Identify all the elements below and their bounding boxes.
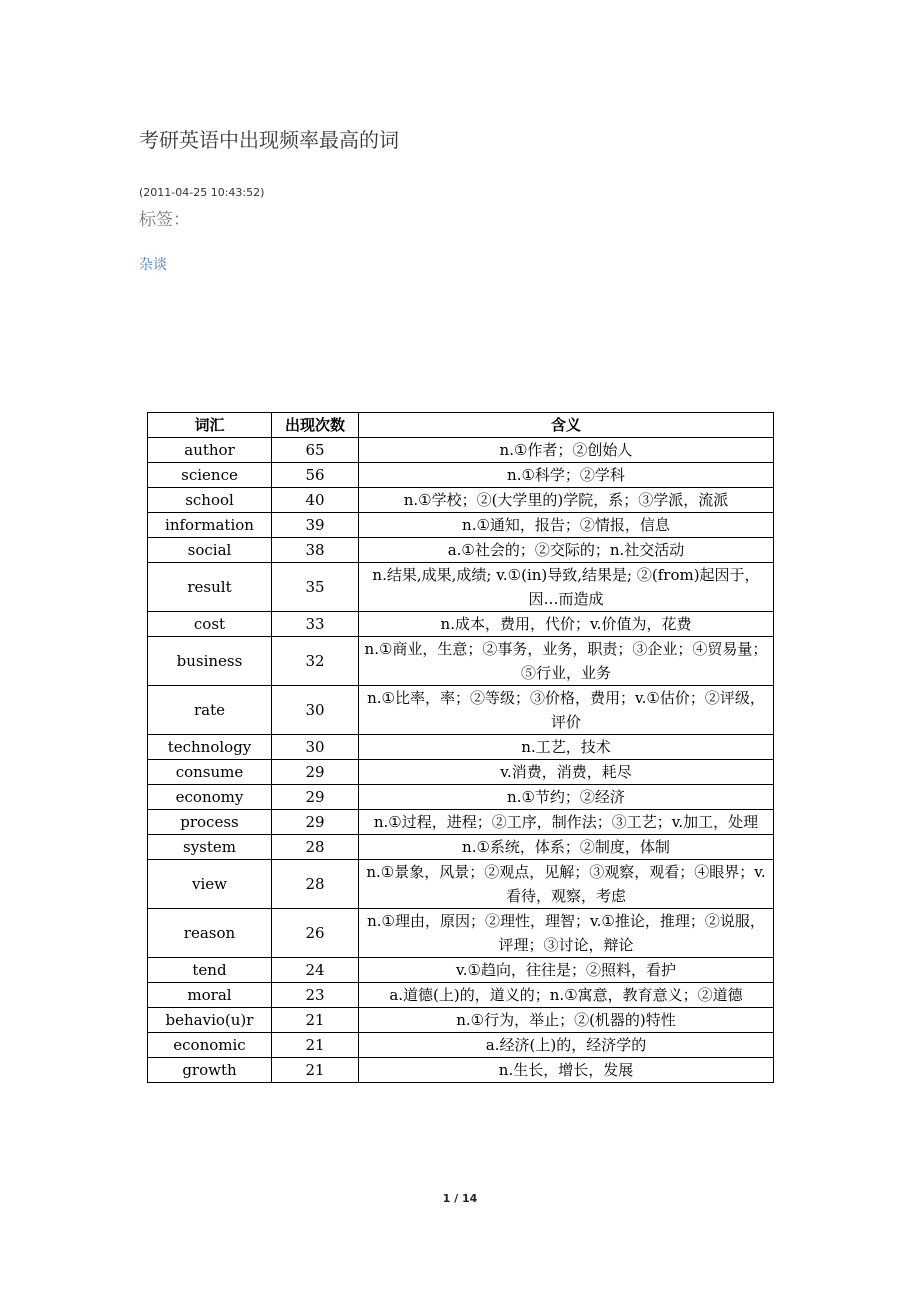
count-cell: 32 bbox=[272, 637, 359, 686]
count-cell: 21 bbox=[272, 1058, 359, 1083]
table-row bbox=[148, 1008, 774, 1033]
word-cell: behavio(u)r bbox=[148, 1008, 272, 1033]
header-count: 出现次数 bbox=[272, 413, 359, 438]
word-cell: economy bbox=[148, 785, 272, 810]
tag-label: 标签： bbox=[139, 210, 190, 230]
table-row bbox=[148, 958, 774, 983]
count-cell: 24 bbox=[272, 958, 359, 983]
table-row bbox=[148, 612, 774, 637]
table-row bbox=[148, 909, 774, 958]
meaning-cell: n.生长，增长，发展 bbox=[359, 1058, 774, 1083]
word-cell: result bbox=[148, 563, 272, 612]
table-body bbox=[148, 438, 774, 1083]
count-cell: 30 bbox=[272, 686, 359, 735]
word-cell: science bbox=[148, 463, 272, 488]
table-row bbox=[148, 860, 774, 909]
count-cell: 28 bbox=[272, 860, 359, 909]
table-row bbox=[148, 538, 774, 563]
word-cell: consume bbox=[148, 760, 272, 785]
count-cell: 38 bbox=[272, 538, 359, 563]
post-timestamp: (2011-04-25 10:43:52) bbox=[139, 186, 265, 199]
table-row bbox=[148, 513, 774, 538]
meaning-cell: n.①作者；②创始人 bbox=[359, 438, 774, 463]
meaning-cell: v.消费，消费，耗尽 bbox=[359, 760, 774, 785]
meaning-cell: n.成本，费用，代价；v.价值为，花费 bbox=[359, 612, 774, 637]
count-cell: 29 bbox=[272, 760, 359, 785]
word-cell: rate bbox=[148, 686, 272, 735]
count-cell: 65 bbox=[272, 438, 359, 463]
count-cell: 29 bbox=[272, 810, 359, 835]
word-cell: business bbox=[148, 637, 272, 686]
meaning-cell: n.①通知，报告；②情报，信息 bbox=[359, 513, 774, 538]
table-row bbox=[148, 686, 774, 735]
meaning-cell: a.①社会的；②交际的；n.社交活动 bbox=[359, 538, 774, 563]
table-row bbox=[148, 488, 774, 513]
meaning-cell: n.①科学；②学科 bbox=[359, 463, 774, 488]
word-cell: economic bbox=[148, 1033, 272, 1058]
meaning-cell: n.①比率，率；②等级；③价格，费用；v.①估价；②评级，评价 bbox=[359, 686, 774, 735]
word-cell: growth bbox=[148, 1058, 272, 1083]
word-cell: moral bbox=[148, 983, 272, 1008]
count-cell: 28 bbox=[272, 835, 359, 860]
meaning-cell: n.①行为，举止；②(机器的)特性 bbox=[359, 1008, 774, 1033]
meaning-cell: n.①景象，风景；②观点，见解；③观察，观看；④眼界；v.看待，观察，考虑 bbox=[359, 860, 774, 909]
meaning-cell: n.①学校；②(大学里的)学院，系；③学派，流派 bbox=[359, 488, 774, 513]
word-cell: information bbox=[148, 513, 272, 538]
table-row bbox=[148, 785, 774, 810]
meaning-cell: n.①节约；②经济 bbox=[359, 785, 774, 810]
meaning-cell: n.①过程，进程；②工序，制作法；③工艺；v.加工，处理 bbox=[359, 810, 774, 835]
meaning-cell: n.工艺，技术 bbox=[359, 735, 774, 760]
word-cell: reason bbox=[148, 909, 272, 958]
tag-link[interactable]: 杂谈 bbox=[139, 257, 167, 273]
meaning-cell: n.①商业，生意；②事务，业务，职责；③企业；④贸易量；⑤行业，业务 bbox=[359, 637, 774, 686]
count-cell: 33 bbox=[272, 612, 359, 637]
word-cell: author bbox=[148, 438, 272, 463]
table-row bbox=[148, 810, 774, 835]
word-cell: process bbox=[148, 810, 272, 835]
meaning-cell: a.道德(上)的，道义的；n.①寓意，教育意义；②道德 bbox=[359, 983, 774, 1008]
count-cell: 29 bbox=[272, 785, 359, 810]
page-title: 考研英语中出现频率最高的词 bbox=[139, 128, 399, 152]
word-cell: school bbox=[148, 488, 272, 513]
table-row bbox=[148, 637, 774, 686]
count-cell: 26 bbox=[272, 909, 359, 958]
word-cell: view bbox=[148, 860, 272, 909]
meaning-cell: n.①理由，原因；②理性，理智；v.①推论，推理；②说服，评理；③讨论，辩论 bbox=[359, 909, 774, 958]
table-row bbox=[148, 563, 774, 612]
page-number: 1 / 14 bbox=[442, 1192, 478, 1205]
table-row bbox=[148, 835, 774, 860]
word-cell: technology bbox=[148, 735, 272, 760]
table-row bbox=[148, 463, 774, 488]
header-word: 词汇 bbox=[148, 413, 272, 438]
table-row bbox=[148, 735, 774, 760]
table-row bbox=[148, 760, 774, 785]
word-cell: social bbox=[148, 538, 272, 563]
count-cell: 23 bbox=[272, 983, 359, 1008]
count-cell: 30 bbox=[272, 735, 359, 760]
meaning-cell: n.①系统，体系；②制度，体制 bbox=[359, 835, 774, 860]
table-row bbox=[148, 983, 774, 1008]
count-cell: 40 bbox=[272, 488, 359, 513]
table-row bbox=[148, 1058, 774, 1083]
table-row bbox=[148, 438, 774, 463]
count-cell: 35 bbox=[272, 563, 359, 612]
count-cell: 21 bbox=[272, 1008, 359, 1033]
vocabulary-table bbox=[147, 412, 774, 1083]
table-row bbox=[148, 1033, 774, 1058]
count-cell: 56 bbox=[272, 463, 359, 488]
header-meaning: 含义 bbox=[359, 413, 774, 438]
word-cell: system bbox=[148, 835, 272, 860]
count-cell: 39 bbox=[272, 513, 359, 538]
meaning-cell: a.经济(上)的，经济学的 bbox=[359, 1033, 774, 1058]
meaning-cell: n.结果,成果,成绩; v.①(in)导致,结果是; ②(from)起因于，因…而造成 bbox=[359, 563, 774, 612]
word-cell: tend bbox=[148, 958, 272, 983]
word-cell: cost bbox=[148, 612, 272, 637]
meaning-cell: v.①趋向，往往是；②照料，看护 bbox=[359, 958, 774, 983]
count-cell: 21 bbox=[272, 1033, 359, 1058]
table-header-row bbox=[148, 413, 774, 438]
